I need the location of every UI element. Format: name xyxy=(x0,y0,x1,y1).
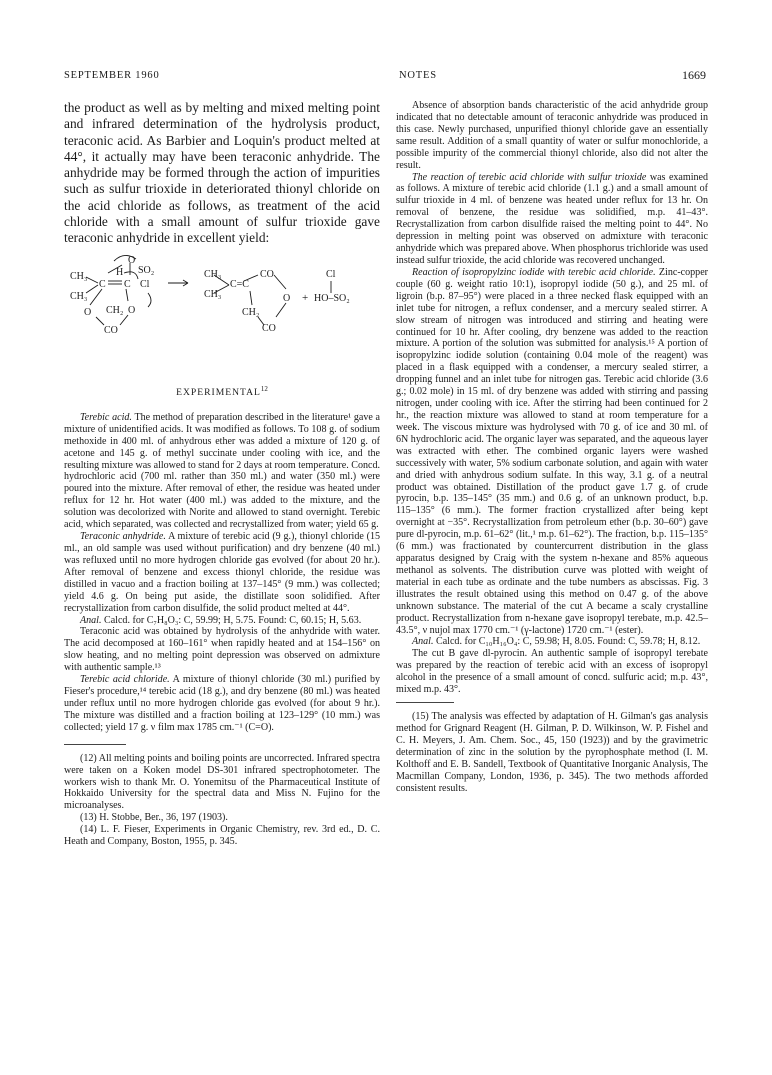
atom-label: CH₃ xyxy=(204,268,222,280)
footnote: (13) H. Stobbe, Ber., 36, 197 (1903). xyxy=(80,812,228,824)
paragraph xyxy=(64,615,380,627)
reaction-arrow-head xyxy=(183,280,188,283)
atom-label: H xyxy=(116,266,124,278)
left-column xyxy=(64,100,380,848)
paragraph-text: Absence of absorption bands characteristic of the acid anhydride group indicated that no detectable amount of teraconic anhydride was produced in this case. Newly purchased, unpurified thionyl chloride gave an essentially same result. Addition of a small quantity of water or sulfur monochloride, a possible impurity of the commercial thionyl chloride, also did not alter the result. xyxy=(396,100,708,171)
paragraph-text: A mixture of thionyl chloride (30 ml.) purified by Fieser's procedure,¹⁴ terebic acid (18 g.), and dry benzene (80 ml.) was heated under reflux until no more hydrogen chloride gas evolved (for about 9 hr.). The mixture was distilled and a fraction boiling at 123–129° (10 mm.) was collected; yield 17 g. ν film max 1785 cm.⁻¹ (C=O). xyxy=(64,674,380,733)
paragraph-lead: The reaction of terebic acid chloride with sulfur trioxide xyxy=(412,171,647,183)
bond xyxy=(126,289,128,301)
paragraph xyxy=(396,267,708,637)
paragraph-text: A mixture of terebic acid (9 g.), thionyl chloride (15 ml., an old sample was used without purification) and dry benzene (40 ml.) was refluxed until no more hydrogen chloride gas evolved (for about 20 hr.). After removal of benzene and excess thionyl chloride, the residue was distilled in vacuo and a fraction boiling at 137–145° (9 mm.) was collected; yield 4.6 g. On being put aside, the distillate soon solidified. After recrystallization from carbon disulfide, the solid product melted at 44°. xyxy=(64,531,380,614)
paragraph xyxy=(396,636,708,648)
section-title: EXPERIMENTAL xyxy=(176,386,261,398)
paragraph-lead: Reaction of isopropylzinc iodide with terebic acid chloride. xyxy=(412,266,656,278)
reaction-scheme-drawing xyxy=(64,253,380,369)
paragraph-text: The cut B gave dl-pyrocin. An authentic sample of isopropyl terebate was prepared by the reaction of terebic acid with an excess of isopropyl alcohol in the presence of a small amount of concd. sulfuric acid; m.p. 43°, mixed m.p. 43°. xyxy=(396,648,708,696)
bond xyxy=(276,303,286,317)
atom-label: HO–SO₂ xyxy=(314,292,350,304)
paragraph-lead: Terebic acid. xyxy=(80,411,132,423)
atom-label: C xyxy=(99,278,106,290)
bond xyxy=(274,275,286,289)
atom-label: Cl xyxy=(140,278,150,290)
paragraph xyxy=(396,172,708,267)
atom-label: O xyxy=(128,254,136,266)
paragraph xyxy=(396,100,708,172)
bond xyxy=(86,285,98,293)
atom-label: C xyxy=(124,278,131,290)
footnote: (14) L. F. Fieser, Experiments in Organic Chemistry, rev. 3rd ed., D. C. Heath and Company, Boston, 1955, p. 345. xyxy=(64,824,380,848)
left-footnotes xyxy=(64,753,380,848)
bond xyxy=(90,289,102,305)
footnote-separator xyxy=(64,744,126,745)
paragraph-text: Calcd. for C₁₀H₁₆O₄: C, 59.98; H, 8.05. Found: C, 59.78; H, 8.12. xyxy=(433,636,701,648)
bond xyxy=(96,317,104,325)
bond xyxy=(250,291,252,305)
section-heading xyxy=(64,385,380,398)
atom-label: CO xyxy=(104,324,118,336)
atom-label: CH₂ xyxy=(242,306,260,318)
atom-label: SO₂ xyxy=(138,264,155,276)
header-section: NOTES xyxy=(399,70,437,81)
right-column xyxy=(396,100,708,794)
right-experimental-paragraphs xyxy=(396,100,708,696)
paragraph-text: was examined as follows. A mixture of terebic acid chloride (1.1 g.) and a small amount of sulfur trioxide in 4 ml. of benzene was heated under reflux for 13 hr. On removal of benzene, the residue was solidified, m.p. 41–43°. Recrystallization from carbon disulfide raised the melting point to 44°. No depression in melting point was observed on admixture with teraconic anhydride which was prepared above. When phosphorus trichloride was used instead sulfur trioxide, the acid chloride was recovered unchanged. xyxy=(396,171,708,266)
atom-label: Cl xyxy=(326,268,336,280)
running-header xyxy=(64,70,706,88)
footnote: (15) The analysis was effected by adaptation of H. Gilman's gas analysis method for Grignard Reagent (H. Gilman, P. D. Wilkinson, W. P. Fishel and C. H. Meyers, J. Am. Chem. Soc., 45, 150 (1923)) and by the gravimetric determination of zinc in the solution by the pyrophosphate method (I. M. Kolthoff and E. B. Sandell, Textbook of Quantitative Inorganic Analysis, The Macmillan Company, London, 1936, p. 345). The two methods afforded consistent results. xyxy=(396,711,708,794)
bond xyxy=(86,277,98,283)
lead-paragraph: the product as well as by melting and mixed melting point and infrared determination of the hydrolysis product, teraconic acid. As Barbier and Loquin's product melted at 44°, it actually may have been teraconic anhydride. The anhydride may be formed through the action of impurities such as sulfur trioxide in deteriorated thionyl chloride on the acid chloride as follows, as treatment of the acid chloride with a small amount of sulfur trioxide gave teraconic anhydride in excellent yield: xyxy=(64,100,380,246)
curved-arrow xyxy=(148,293,151,307)
left-experimental-paragraphs xyxy=(64,412,380,734)
header-date: SEPTEMBER 1960 xyxy=(64,70,160,81)
atom-label: CH₃ xyxy=(204,288,222,300)
paragraph xyxy=(64,626,380,674)
atom-label: O xyxy=(128,304,136,316)
atom-label: O xyxy=(283,292,291,304)
paragraph-lead: Terebic acid chloride. xyxy=(80,674,170,686)
paragraph-lead: Teraconic anhydride. xyxy=(80,531,166,543)
atom-label: C=C xyxy=(230,278,249,290)
footnote: (12) All melting points and boiling points are uncorrected. Infrared spectra were taken on a Koken model DS-301 infrared spectrophotometer. The workers wish to thank Mr. O. Yonemitsu of the Pharmaceutical Institute of Hokkaido University for the spectral data and Miss N. Fujino for the microanalyses. xyxy=(64,752,380,812)
paragraph xyxy=(64,412,380,531)
right-footnotes xyxy=(396,711,708,794)
paragraph-text: Calcd. for C₇H₈O₃: C, 59.99; H, 5.75. Found: C, 60.15; H, 5.63. xyxy=(101,614,362,626)
paragraph-text: The method of preparation described in the literature¹ gave a mixture of unidentified acids. It was modified as follows. To 108 g. of sodium methoxide in 400 ml. of anhydrous ether was added a mixture of 120 g. of acetone and 145 g. of methyl succinate under cooling with ice, and the resulting mixture was allowed to stand for 2 days at room temperature. Concd. hydrochloric acid (700 ml. rather than 350 ml.) and water (350 ml.) were poured into the mixture. After removal of ether, the residue was heated under reflux for 12 hr. Hot water (400 ml.) was added to the mixture, and the solution was decolorized with Norite and allowed to stand overnight. Terebic acid, which separated, was collected and recrystallized from water; yield 65 g. xyxy=(64,411,380,531)
curved-arrow xyxy=(124,272,138,279)
atom-label: CH₂ xyxy=(106,304,124,316)
footnote-separator xyxy=(396,702,454,703)
paragraph xyxy=(64,674,380,734)
plus-sign: + xyxy=(302,291,309,304)
paragraph-text: Teraconic acid was obtained by hydrolysis of the anhydride with water. The acid decomposed at 160–161° when rapidly heated and at 154–156° on slow heating, and no melting point depression was observed on admixture with authentic sample.¹³ xyxy=(64,626,380,674)
reaction-scheme xyxy=(64,253,380,369)
page-number: 1669 xyxy=(682,68,706,82)
section-title-footnote-ref: 12 xyxy=(260,384,268,393)
atom-label: CH₃ xyxy=(70,290,88,302)
paragraph-lead: Anal. xyxy=(80,614,102,626)
atom-label: CO xyxy=(260,268,274,280)
paragraph-lead: Anal. xyxy=(412,636,434,648)
reaction-arrow-head xyxy=(183,283,188,286)
paragraph xyxy=(64,531,380,614)
atom-label: CH₃ xyxy=(70,270,88,282)
bond xyxy=(120,315,128,325)
paragraph xyxy=(396,648,708,696)
paragraph-text: Zinc-copper couple (60 g. weight ratio 10:1), isopropyl iodide (50 g.), and 25 ml. of ligroin (b.p. 87–95°) were placed in a three necked flask equipped with an inlet tube for nitrogen, a reflux condenser, and a mercury sealed stirrer. A slow stream of nitrogen was introduced and stirring and heating were continued for 10 hr. After cooling, dry benzene was added to the reaction mixture. A portion of the solution was submitted for analysis.¹⁵ A portion of isopropylzinc iodide solution (containing 0.04 mole of the reagent) was placed in a flask equipped with a condenser, a mercury sealed stirrer, a dropping funnel and an inlet tube for nitrogen gas. Terebic acid chloride (3.6 g.; 0.02 mole) in 15 ml. of dry benzene was added with stirring and passing nitrogen, under cooling with ice. After the stirring had been continued for 2 hr., the reaction mixture was allowed to stand at room temperature for a week. The viscous mixture was hydrolysed with 70 g. of ice and 30 ml. of 6N hydrochloric acid. The organic layer was separated, and the aqueous layer was extracted with ether. The combined organic layers were washed successively with water, 5% sodium carbonate solution, and again with water and dried with anhydrous sodium sulfate. In this way, 3.1 g. of a neutral product was obtained. Distillation of the product gave 1.7 g. of crude pyrocin, b.p. 135–145° (35 mm.) and 0.6 g. of an unknown product, b.p. 115–135° (6 mm.). The former fraction crystallized after being kept overnight at −35°. Recrystallization from petroleum ether (b.p. 30–60°) gave pure dl-pyrocin, m.p. 61–62° (lit.,¹ m.p. 61–62°). The fraction, b.p. 115–135° (6 mm.) was fractionated by countercurrent distribution in the glass apparatus designed by Craig with the system n-hexane and 85% aqueous methanol as solvents. The distribution curve was plotted with weight of material in each tube as ordinate and the tube numbers as abscissas. Fig. 3 illustrates the result obtained using this method on 0.47 g. of the above unknown substance. The material of the cut A became a scaly crystalline product. Recrystallization from n-hexane gave isopropyl terebate, m.p. 42.5–43.5°, ν nujol max 1770 cm.⁻¹ (γ-lactone) 1720 cm.⁻¹ (ester). xyxy=(396,266,708,636)
atom-label: CO xyxy=(262,322,276,334)
atom-label: O xyxy=(84,306,92,318)
